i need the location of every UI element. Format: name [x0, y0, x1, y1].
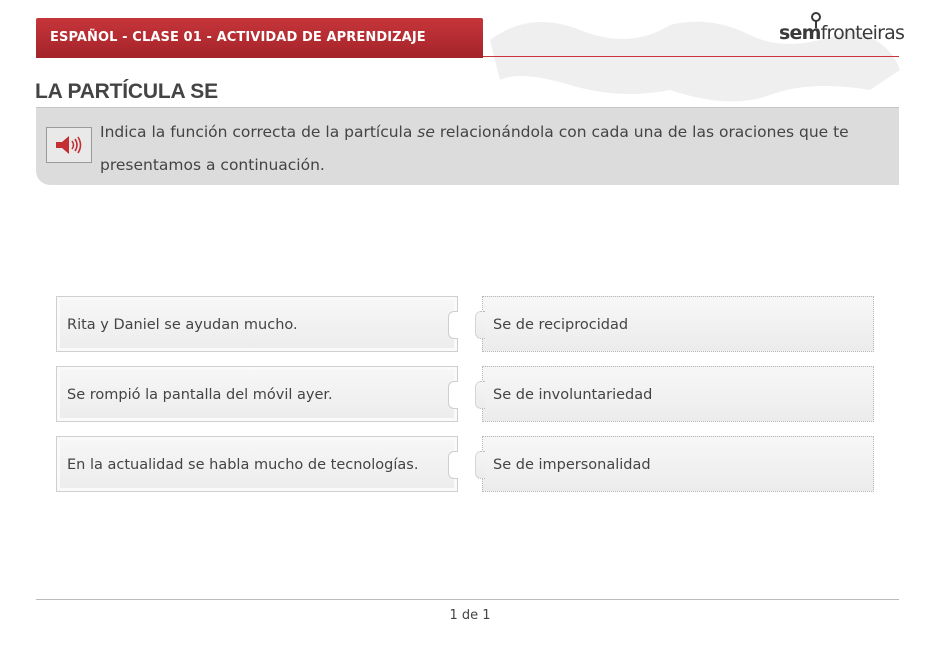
- connector-tab: [475, 451, 485, 479]
- instruction-emphasis: se: [417, 123, 435, 141]
- page-title: LA PARTÍCULA SE: [35, 80, 218, 103]
- connector-notch: [448, 311, 458, 339]
- sentence-text: Se rompió la pantalla del móvil ayer.: [67, 387, 333, 403]
- function-text: Se de reciprocidad: [493, 317, 629, 333]
- header-divider: [483, 56, 899, 57]
- sentence-card[interactable]: [56, 366, 458, 422]
- page-indicator: 1 de 1: [449, 608, 491, 623]
- function-card[interactable]: [482, 366, 874, 422]
- sentence-card[interactable]: [56, 296, 458, 352]
- brand-name-part1: sem: [779, 22, 821, 44]
- instruction-text: [100, 116, 890, 182]
- connector-notch: [448, 381, 458, 409]
- speaker-icon: [54, 134, 84, 156]
- matching-row: [56, 366, 874, 422]
- connector-tab: [475, 311, 485, 339]
- matching-row: [56, 436, 874, 492]
- matching-row: [56, 296, 874, 352]
- instruction-text-start: Indica la función correcta de la partícula: [100, 123, 418, 141]
- instruction-panel: [36, 108, 899, 185]
- footer-divider: [36, 599, 899, 600]
- brand-name-part2: fronteiras: [820, 22, 905, 44]
- connector-notch: [448, 451, 458, 479]
- sentence-text: En la actualidad se habla mucho de tecnologías.: [67, 457, 419, 473]
- brand-logo: [779, 12, 903, 48]
- connector-tab: [475, 381, 485, 409]
- instruction-text-end: relacionándola con cada una de las oraciones que te presentamos a continuación.: [100, 123, 849, 174]
- sentence-text: Rita y Daniel se ayudan mucho.: [67, 317, 298, 333]
- brand-name: [779, 22, 904, 44]
- activity-title-banner: ESPAÑOL - CLASE 01 - ACTIVIDAD DE APRENDIZAJE: [36, 18, 483, 58]
- sentence-card[interactable]: [56, 436, 458, 492]
- audio-play-button[interactable]: [46, 127, 92, 163]
- function-card[interactable]: [482, 436, 874, 492]
- function-card[interactable]: [482, 296, 874, 352]
- function-text: Se de impersonalidad: [493, 457, 651, 473]
- function-text: Se de involuntariedad: [493, 387, 653, 403]
